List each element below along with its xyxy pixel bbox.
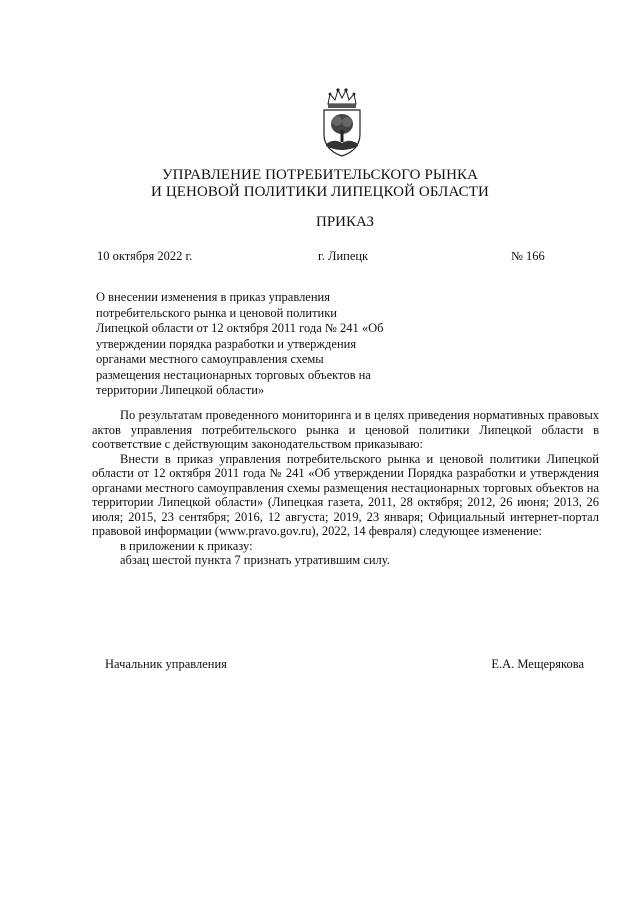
- order-date: 10 октября 2022 г.: [97, 249, 193, 263]
- document-type-title: ПРИКАЗ: [316, 214, 374, 230]
- order-place: г. Липецк: [318, 249, 369, 263]
- signer-name: Е.А. Мещерякова: [491, 657, 584, 671]
- signer-position: Начальник управления: [105, 657, 227, 671]
- body-paragraph-2: Внести в приказ управления потребительского рынка и ценовой политики Липецкой области от 12 октября 2011 года № 241 «Об утверждении Порядка разработки и утверждения органами местного самоуправления схемы размещения нестационарных торговых объектов на территории Липецкой области» (Липецкая газета, 2011, 28 октября; 2012, 26 июня; 2013, 26 июля; 2015, 23 сентября; 2016, 12 августа; 2019, 23 января; Официальный интернет-портал правовой информации (www.pravo.gov.ru), 2022, 14 февраля) следующее изменение:: [92, 451, 599, 538]
- body-line-4: абзац шестой пункта 7 признать утратившим силу.: [120, 553, 390, 567]
- org-name-line1: УПРАВЛЕНИЕ ПОТРЕБИТЕЛЬСКОГО РЫНКА: [161, 167, 479, 183]
- order-subject: О внесении изменения в приказ управления потребительского рынка и ценовой политики Липецкой области от 12 октября 2011 года № 241 «Об утверждении порядка разработки и утверждения органами местного самоуправления схемы размещения нестационарных торговых объектов на территории Липецкой области»: [96, 290, 384, 397]
- order-body: [92, 408, 599, 568]
- body-line-3: в приложении к приказу:: [120, 538, 253, 553]
- coat-of-arms-emblem: [318, 86, 366, 158]
- order-number: № 166: [511, 249, 545, 263]
- org-name-line2: И ЦЕНОВОЙ ПОЛИТИКИ ЛИПЕЦКОЙ ОБЛАСТИ: [151, 184, 489, 200]
- body-paragraph-1: По результатам проведенного мониторинга и в целях приведения нормативных правовых актов управления потребительского рынка и ценовой политики Липецкой области в соответствие с действующим законодательством приказываю:: [92, 408, 599, 451]
